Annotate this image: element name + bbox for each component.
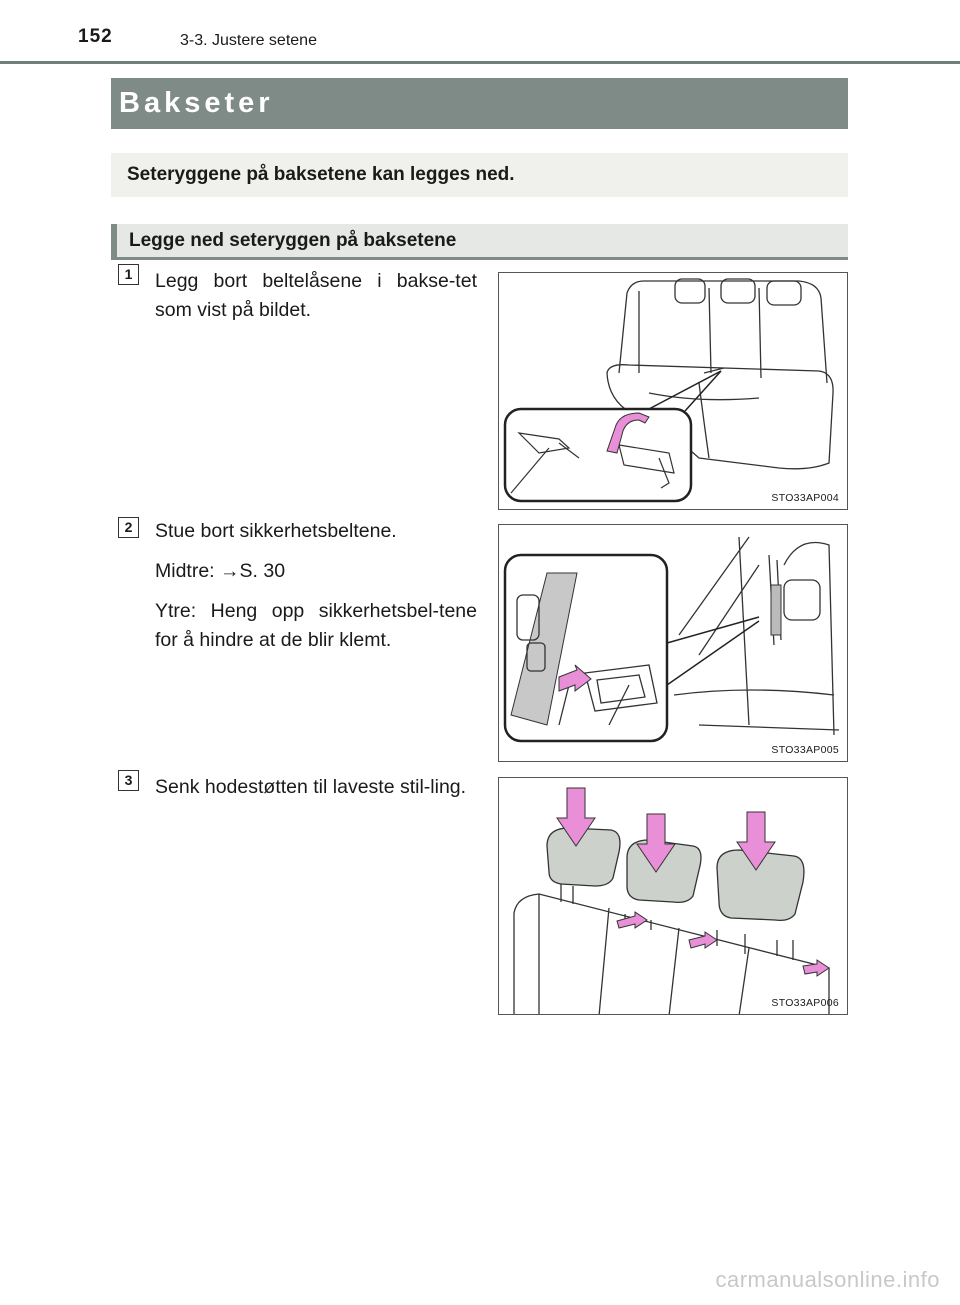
step-2-paragraph-1: Stue bort sikkerhetsbeltene. <box>155 520 397 542</box>
step-1-text <box>155 267 477 336</box>
step-1-number: 1 <box>118 264 139 285</box>
figure-seatbelt-stowage <box>498 524 848 762</box>
headrest-illustration <box>499 778 848 1015</box>
figure-rear-seat-buckles <box>498 272 848 510</box>
watermark: carmanualsonline.info <box>715 1267 940 1292</box>
subsection-header <box>111 224 848 260</box>
page-number: 152 <box>78 26 113 47</box>
section-title: Bakseter <box>119 87 274 119</box>
step-2-text <box>155 517 477 666</box>
step-3-text <box>155 773 477 813</box>
figure-code: STO33AP004 <box>771 492 839 504</box>
subsection-title: Legge ned seteryggen på baksetene <box>129 230 457 251</box>
figure-code: STO33AP006 <box>771 997 839 1009</box>
intro-box <box>111 153 848 197</box>
step-2-number: 2 <box>118 517 139 538</box>
section-header <box>111 78 848 129</box>
header-rule <box>0 61 960 64</box>
figure-code: STO33AP005 <box>771 744 839 756</box>
step-1-paragraph: Legg bort beltelåsene i bakse-tet som vist på bildet. <box>155 270 477 321</box>
step-2-paragraph-2: Midtre: →S. 30 <box>155 560 286 582</box>
rear-seat-illustration <box>499 273 848 510</box>
step-2-paragraph-3: Ytre: Heng opp sikkerhetsbel-tene for å hindre at de blir klemt. <box>155 600 477 651</box>
step-3-number: 3 <box>118 770 139 791</box>
chapter-title: 3-3. Justere setene <box>180 32 317 49</box>
seatbelt-illustration <box>499 525 848 762</box>
step-3-paragraph: Senk hodestøtten til laveste stil-ling. <box>155 776 467 798</box>
intro-text: Seteryggene på baksetene kan legges ned. <box>127 164 515 185</box>
figure-headrests <box>498 777 848 1015</box>
